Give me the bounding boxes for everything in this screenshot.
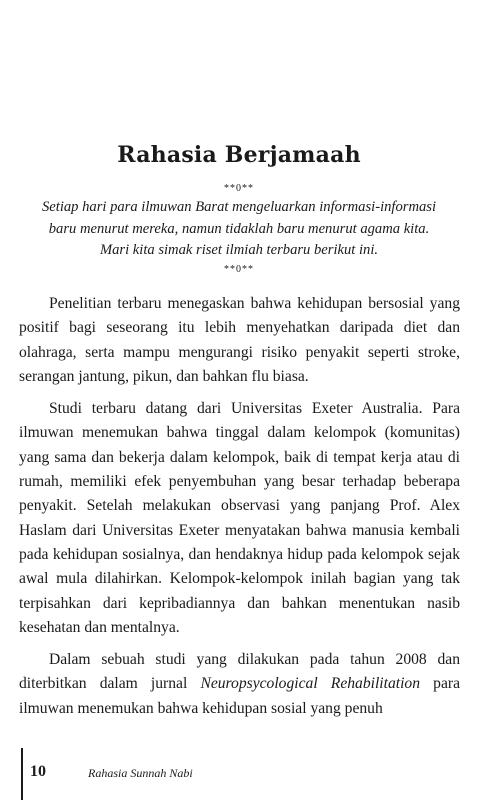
page-number: 10 — [30, 763, 46, 780]
chapter-title: Rahasia Berjamaah — [117, 142, 361, 168]
ornament-bottom: **0** — [224, 264, 254, 275]
chapter-intro: Setiap hari para ilmuwan Barat mengeluarkan informasi-informasi baru menurut mereka, namun tidaklah baru menurut agama kita. Mari kita simak riset ilmiah terbaru berikut ini. — [41, 199, 437, 258]
paragraph-text: Dalam sebuah studi yang dilakukan pada tahun 2008 dan diterbitkan dalam jurnal — [19, 651, 460, 693]
journal-name: Neuropsycological Rehabilitation — [200, 675, 421, 693]
body-text — [19, 292, 460, 721]
running-title: Rahasia Sunnah Nabi — [88, 766, 193, 780]
paragraph: Penelitian terbaru menegaskan bahwa kehidupan bersosial yang positif bagi seseorang itu lebih menyehatkan daripada diet dan olahraga, serta mampu mengurangi risiko penyakit seperti stroke, serangan jantung, pikun, dan bahkan flu biasa. — [19, 295, 460, 385]
paragraph — [19, 648, 460, 721]
ornament-top: **0** — [224, 183, 254, 194]
footer-rule — [21, 748, 23, 800]
paragraph: Studi terbaru datang dari Universitas Exeter Australia. Para ilmuwan menemukan bahwa tinggal dalam kelompok (komunitas) yang sama dan bekerja dalam kelompok, baik di tempat kerja atau di rumah, memiliki efek penyembuhan yang besar terhadap beberapa penyakit. Setelah melakukan observasi yang panjang Prof. Alex Haslam dari Universitas Exeter menyatakan bahwa manusia kembali pada kehidupan sosialnya, dan hendaknya hidup pada kelompok sejak awal mula dilahirkan. Kelompok-kelompok inilah bagian yang tak terpisahkan dari kepribadiannya dan bahkan menentukan nasib kesehatan dan mentalnya. — [19, 400, 460, 636]
paragraph-text: para ilmuwan menemukan bahwa kehidupan sosial yang penuh — [19, 675, 460, 717]
